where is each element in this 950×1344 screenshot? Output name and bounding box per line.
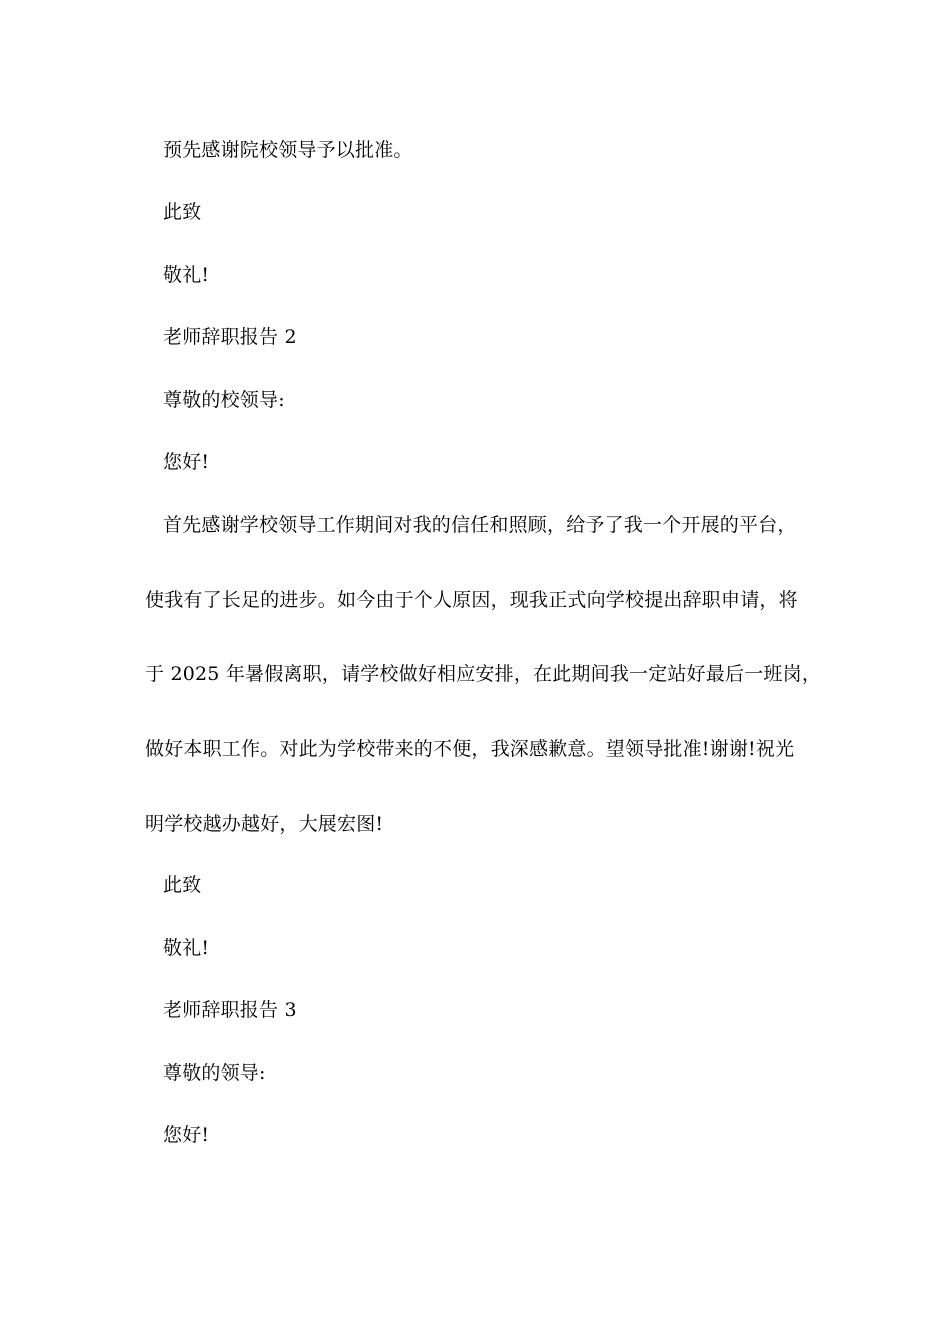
body-line-3: 于 2025 年暑假离职，请学校做好相应安排，在此期间我一定站好最后一班岗，	[145, 663, 822, 685]
body-line-1: 首先感谢学校领导工作期间对我的信任和照顾，给予了我一个开展的平台，	[163, 514, 797, 536]
body-line-4: 做好本职工作。对此为学校带来的不便，我深感歉意。望领导批准!谢谢!祝光	[145, 738, 795, 760]
greeting-ninhao-2: 您好!	[163, 1124, 210, 1146]
closing-cizhi-2: 此致	[163, 874, 202, 896]
salutation-leader: 尊敬的领导:	[163, 1062, 266, 1084]
body-line-2: 使我有了长足的进步。如今由于个人原因，现我正式向学校提出辞职申请，将	[145, 589, 798, 611]
closing-cizhi: 此致	[163, 201, 202, 223]
closing-jingli: 敬礼!	[163, 264, 210, 286]
body-line-5: 明学校越办越好，大展宏图!	[145, 813, 384, 835]
salutation-school-leader: 尊敬的校领导:	[163, 389, 285, 411]
greeting-ninhao: 您好!	[163, 451, 210, 473]
section-title-3: 老师辞职报告 3	[163, 999, 297, 1021]
closing-jingli-2: 敬礼!	[163, 937, 210, 959]
paragraph-thanks: 预先感谢院校领导予以批准。	[163, 139, 413, 161]
section-title-2: 老师辞职报告 2	[163, 326, 297, 348]
